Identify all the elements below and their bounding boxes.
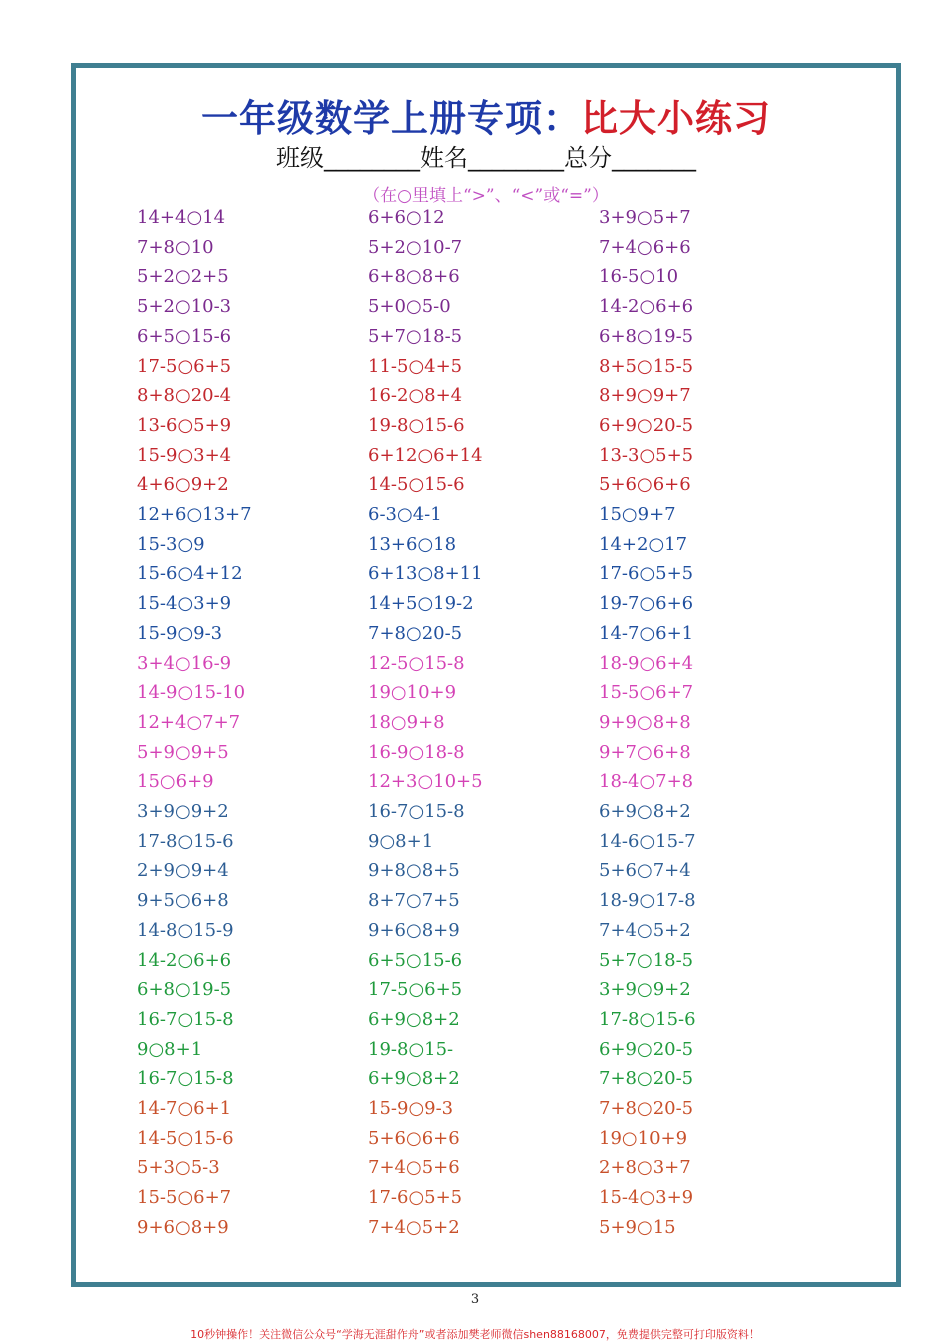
exercise-item: 15-6○4+12	[137, 563, 243, 585]
exercise-item: 14-7○6+1	[137, 1098, 232, 1119]
exercise-item: 14-9○15-10	[137, 682, 246, 704]
exercise-item: 3+9○5+7	[599, 207, 691, 228]
exercise-item: 3+9○9+2	[599, 979, 691, 1001]
exercise-item: 15-4○3+9	[599, 1187, 694, 1209]
exercise-item: 6+6○12	[368, 207, 445, 228]
exercise-item: 5+2○10-3	[137, 296, 232, 318]
exercise-item: 17-5○6+5	[368, 979, 463, 1001]
exercise-item: 16-9○18-8	[368, 741, 465, 763]
exercise-item: 19-8○15-6	[368, 414, 465, 436]
exercise-item: 6+8○8+6	[368, 266, 460, 288]
exercise-item: 6+9○8+2	[368, 1008, 460, 1030]
exercise-item: 18○9+8	[368, 711, 445, 733]
exercise-item: 9○8+1	[137, 1038, 203, 1060]
page-number: 3	[470, 1292, 480, 1307]
exercise-item: 6+8○19-5	[599, 325, 694, 347]
exercise-item: 7+8○20-5	[599, 1098, 694, 1119]
exercise-item: 6+5○15-6	[368, 949, 463, 971]
exercise-item: 15-5○6+7	[599, 682, 694, 704]
exercise-item: 14-6○15-7	[599, 830, 696, 852]
exercise-item: 6+5○15-6	[137, 325, 232, 347]
exercise-item: 19-7○6+6	[599, 593, 694, 615]
exercise-item: 14-8○15-9	[137, 919, 234, 941]
exercise-item: 8+8○20-4	[137, 385, 232, 407]
exercise-item: 14+5○19-2	[368, 593, 474, 615]
exercise-item: 15-9○3+4	[137, 444, 232, 466]
exercise-item: 17-6○5+5	[599, 563, 694, 585]
exercise-item: 5+0○5-0	[368, 296, 451, 318]
exercise-item: 5+3○5-3	[137, 1157, 220, 1179]
instruction-text: （在○里填上“>”、“<”或“=”）	[363, 186, 609, 206]
exercise-item: 16-2○8+4	[368, 385, 463, 407]
exercise-item: 5+6○6+6	[599, 474, 691, 496]
exercise-item: 14-5○15-6	[368, 474, 465, 496]
exercise-item: 5+7○18-5	[599, 949, 694, 971]
exercise-item: 7+8○20-5	[599, 1068, 694, 1090]
exercise-item: 5+6○7+4	[599, 860, 691, 882]
exercise-item: 9+8○8+5	[368, 860, 460, 882]
exercise-item: 6+8○19-5	[137, 979, 232, 1001]
exercise-item: 8+5○15-5	[599, 355, 694, 377]
exercise-item: 6+9○20-5	[599, 414, 694, 436]
exercise-item: 14+4○14	[137, 207, 226, 228]
exercise-item: 15-5○6+7	[137, 1187, 232, 1209]
exercise-item: 19-8○15-	[368, 1038, 454, 1060]
exercise-item: 11-5○4+5	[368, 355, 463, 377]
exercise-item: 15-9○9-3	[137, 622, 223, 644]
exercise-item: 18-9○6+4	[599, 652, 694, 674]
exercise-item: 15-3○9	[137, 533, 205, 555]
exercise-item: 5+2○10-7	[368, 236, 463, 258]
exercise-item: 5+9○9+5	[137, 741, 229, 763]
exercise-item: 7+4○5+2	[368, 1216, 460, 1238]
exercise-item: 4+6○9+2	[137, 474, 229, 496]
exercise-item: 9+5○6+8	[137, 890, 229, 912]
exercise-item: 19○10+9	[599, 1127, 688, 1149]
exercise-item: 17-8○15-6	[599, 1008, 696, 1030]
exercise-item: 3+4○16-9	[137, 652, 232, 674]
exercise-item: 18-4○7+8	[599, 771, 694, 793]
exercise-item: 13-3○5+5	[599, 444, 694, 466]
exercise-item: 17-5○6+5	[137, 355, 232, 377]
student-info-line: 班级________姓名________总分_______	[276, 144, 696, 172]
exercise-item: 3+9○9+2	[137, 801, 229, 822]
exercise-item: 13+6○18	[368, 533, 457, 555]
exercise-item: 18-9○17-8	[599, 890, 696, 912]
footer-note: 10秒钟操作！关注微信公众号“学海无涯甜作舟”或者添加樊老师微信shen88168007，免费提供完整可打印版资料！	[190, 1328, 760, 1341]
exercise-item: 7+4○5+2	[599, 919, 691, 941]
exercise-item: 6+12○6+14	[368, 444, 483, 466]
exercise-item: 15-9○9-3	[368, 1098, 454, 1119]
exercise-item: 13-6○5+9	[137, 414, 232, 436]
exercise-item: 12+6○13+7	[137, 504, 252, 525]
exercise-item: 9+7○6+8	[599, 741, 691, 763]
exercise-item: 9○8+1	[368, 830, 434, 852]
title-part-blue: 一年级数学上册专项：	[201, 97, 581, 140]
exercise-item: 6+9○8+2	[368, 1068, 460, 1090]
exercise-item: 14-5○15-6	[137, 1127, 234, 1149]
exercise-grid	[76, 68, 896, 1282]
exercise-item: 5+7○18-5	[368, 325, 463, 347]
exercise-item: 6+13○8+11	[368, 563, 483, 585]
exercise-item: 14-2○6+6	[137, 949, 232, 971]
exercise-item: 12+3○10+5	[368, 771, 483, 793]
exercise-item: 16-7○15-8	[137, 1008, 234, 1030]
exercise-item: 5+2○2+5	[137, 266, 229, 288]
worksheet-frame	[71, 63, 901, 1287]
exercise-item: 6-3○4-1	[368, 504, 442, 525]
exercise-item: 5+9○15	[599, 1216, 676, 1238]
exercise-item: 2+9○9+4	[137, 860, 229, 882]
exercise-item: 9+6○8+9	[137, 1216, 229, 1238]
exercise-item: 15-4○3+9	[137, 593, 232, 615]
exercise-item: 8+9○9+7	[599, 385, 691, 407]
exercise-item: 6+9○20-5	[599, 1038, 694, 1060]
exercise-item: 16-7○15-8	[137, 1068, 234, 1090]
exercise-item: 16-5○10	[599, 266, 679, 288]
exercise-item: 17-6○5+5	[368, 1187, 463, 1209]
exercise-item: 15○9+7	[599, 504, 676, 525]
exercise-item: 8+7○7+5	[368, 890, 460, 912]
exercise-item: 2+8○3+7	[599, 1157, 691, 1179]
title-part-red: 比大小练习	[581, 97, 771, 140]
exercise-item: 9+6○8+9	[368, 919, 460, 941]
exercise-item: 14-2○6+6	[599, 296, 694, 318]
exercise-item: 7+8○10	[137, 236, 214, 258]
exercise-item: 12+4○7+7	[137, 711, 241, 733]
exercise-item: 12-5○15-8	[368, 652, 465, 674]
exercise-item: 19○10+9	[368, 682, 457, 704]
exercise-item: 7+4○5+6	[368, 1157, 460, 1179]
exercise-item: 9+9○8+8	[599, 711, 691, 733]
exercise-item: 17-8○15-6	[137, 830, 234, 852]
exercise-item: 7+4○6+6	[599, 236, 691, 258]
exercise-item: 16-7○15-8	[368, 801, 465, 822]
exercise-item: 14-7○6+1	[599, 622, 694, 644]
exercise-item: 14+2○17	[599, 533, 688, 555]
exercise-item: 7+8○20-5	[368, 622, 463, 644]
exercise-item: 6+9○8+2	[599, 801, 691, 822]
exercise-item: 15○6+9	[137, 771, 214, 793]
exercise-item: 5+6○6+6	[368, 1127, 460, 1149]
